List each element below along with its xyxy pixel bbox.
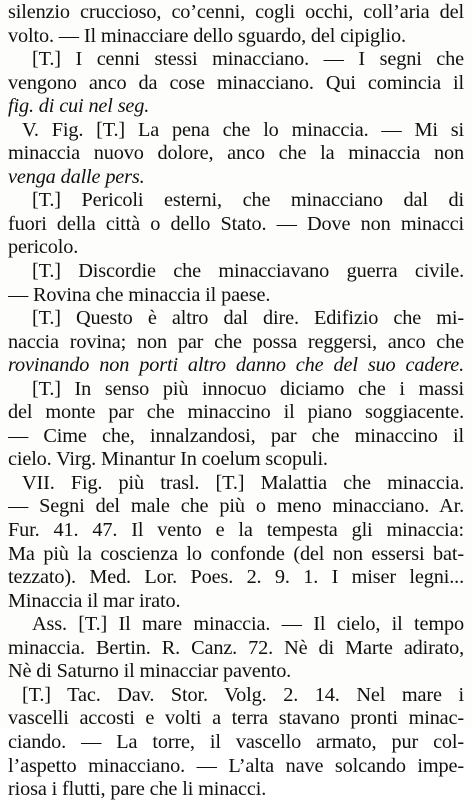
text-line: ciando. — La torre, il vascello armato, pur col- xyxy=(8,730,464,753)
entry-text-block xyxy=(8,1,464,802)
text-line: del monte par che minaccino il piano soggiacente. xyxy=(8,401,464,424)
text-line: [T.] Discordie che minacciavano guerra civile. xyxy=(32,260,464,283)
text-line: silenzio cruccioso, co’cenni, cogli occhi, coll’aria del xyxy=(8,1,464,23)
text-line: — Cime che, innalzandosi, par che minaccino il xyxy=(8,424,464,447)
text-line: [T.] Pericoli esterni, che minacciano dal di xyxy=(32,189,464,212)
text-line: Ma più la coscienza lo confonde (del non essersi bat- xyxy=(8,542,464,565)
text-line: venga dalle pers. xyxy=(8,165,145,188)
text-line: — Rovina che minaccia il paese. xyxy=(8,283,271,306)
text-line: Minaccia il mar irato. xyxy=(8,589,181,612)
text-line: V. Fig. [T.] La pena che lo minaccia. — Mi si xyxy=(22,118,464,141)
text-line: — Segni del male che più o meno minacciano. Ar. xyxy=(8,495,464,518)
text-line: cielo. Virg. Minantur In coelum scopuli. xyxy=(8,448,328,471)
text-line: Ass. [T.] Il mare minaccia. — Il cielo, il tempo xyxy=(32,613,464,636)
text-line: l’aspetto minacciano. — L’alta nave solcando impe- xyxy=(8,754,464,777)
text-line: vengono anco da cose minacciano. Qui comincia il xyxy=(8,71,464,94)
text-line: [T.] Tac. Dav. Stor. Volg. 2. 14. Nel mare i xyxy=(22,683,464,706)
text-line: VII. Fig. più trasl. [T.] Malattia che minaccia. xyxy=(22,471,464,494)
text-line: vascelli accosti e volti a terra stavano pronti minac- xyxy=(8,707,464,730)
text-line: tezzato). Med. Lor. Poes. 2. 9. 1. I miser legni... xyxy=(8,566,464,589)
text-line: rovinando non porti altro danno che del suo cadere. xyxy=(8,354,464,377)
text-line: [T.] I cenni stessi minacciano. — I segni che xyxy=(32,48,464,71)
text-line: minaccia. Bertin. R. Canz. 72. Nè di Marte adirato, xyxy=(8,636,464,659)
text-line: volto. — Il minacciare dello sguardo, del cipiglio. xyxy=(8,24,406,47)
text-line: pericolo. xyxy=(8,236,79,259)
text-line: naccia rovina; non par che possa reggersi, anco che xyxy=(8,330,464,353)
text-line: fig. di cui nel seg. xyxy=(8,95,150,118)
text-line: [T.] In senso più innocuo diciamo che i massi xyxy=(32,377,464,400)
text-line: [T.] Questo è altro dal dire. Edifizio che mi- xyxy=(32,307,464,330)
text-line: minaccia nuovo dolore, anco che la minaccia non xyxy=(8,142,464,165)
text-line: riosa i flutti, pare che li minacci. xyxy=(8,778,267,801)
text-line: Nè di Saturno il minacciar pavento. xyxy=(8,660,292,683)
text-line: Fur. 41. 47. Il vento e la tempesta gli minaccia: xyxy=(8,519,464,542)
text-line: fuori della città o dello Stato. — Dove non minacci xyxy=(8,212,464,235)
